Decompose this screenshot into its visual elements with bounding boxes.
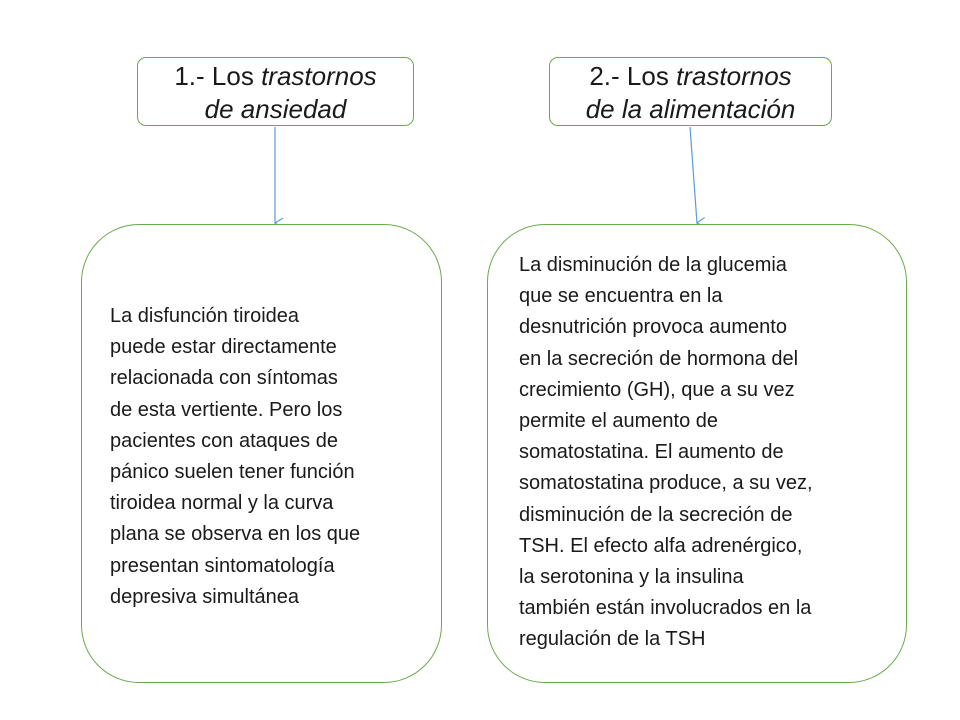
heading-number: 1.-	[174, 61, 205, 91]
content-line: La disminución de la glucemia	[519, 254, 787, 276]
heading-italic-1: trastornos	[261, 61, 377, 91]
heading-number: 2.-	[589, 61, 620, 91]
content-line: plana se observa en los que	[110, 523, 361, 546]
heading-italic-2: de ansiedad	[204, 94, 347, 124]
content-line: pánico suelen tener función	[110, 461, 355, 484]
content-line: de esta vertiente. Pero los	[110, 398, 343, 421]
arrow-eating	[690, 127, 697, 223]
content-line: TSH. El efecto alfa adrenérgico,	[519, 534, 803, 557]
heading-box-anxiety-disorders	[137, 57, 414, 126]
heading-word: Los	[626, 61, 669, 91]
content-line: tiroidea normal y la curva	[110, 492, 334, 515]
content-line: desnutrición provoca aumento	[519, 316, 787, 339]
content-box-anxiety	[81, 224, 442, 683]
heading-italic-2: de la alimentación	[585, 94, 796, 124]
content-line: permite el aumento de	[519, 410, 719, 433]
content-line: presentan sintomatología	[110, 554, 335, 577]
heading-word: Los	[211, 61, 254, 91]
content-line: La disfunción tiroidea	[110, 305, 300, 327]
heading-italic-1: trastornos	[676, 61, 792, 91]
content-line: somatostatina. El aumento de	[519, 441, 784, 464]
content-line: puede estar directamente	[110, 336, 337, 359]
content-line: en la secreción de hormona del	[519, 347, 799, 370]
heading-box-eating-disorders	[549, 57, 832, 126]
content-line: regulación de la TSH	[519, 628, 706, 651]
content-line: la serotonina y la insulina	[519, 566, 744, 589]
content-line: crecimiento (GH), que a su vez	[519, 378, 795, 401]
content-line: relacionada con síntomas	[110, 367, 338, 390]
content-line: que se encuentra en la	[519, 285, 723, 308]
content-box-eating	[487, 224, 907, 683]
content-line: disminución de la secreción de	[519, 503, 793, 526]
content-line: depresiva simultánea	[110, 585, 299, 608]
content-line: también están involucrados en la	[519, 597, 812, 620]
content-line: pacientes con ataques de	[110, 429, 338, 452]
content-line: somatostatina produce, a su vez,	[519, 472, 813, 495]
